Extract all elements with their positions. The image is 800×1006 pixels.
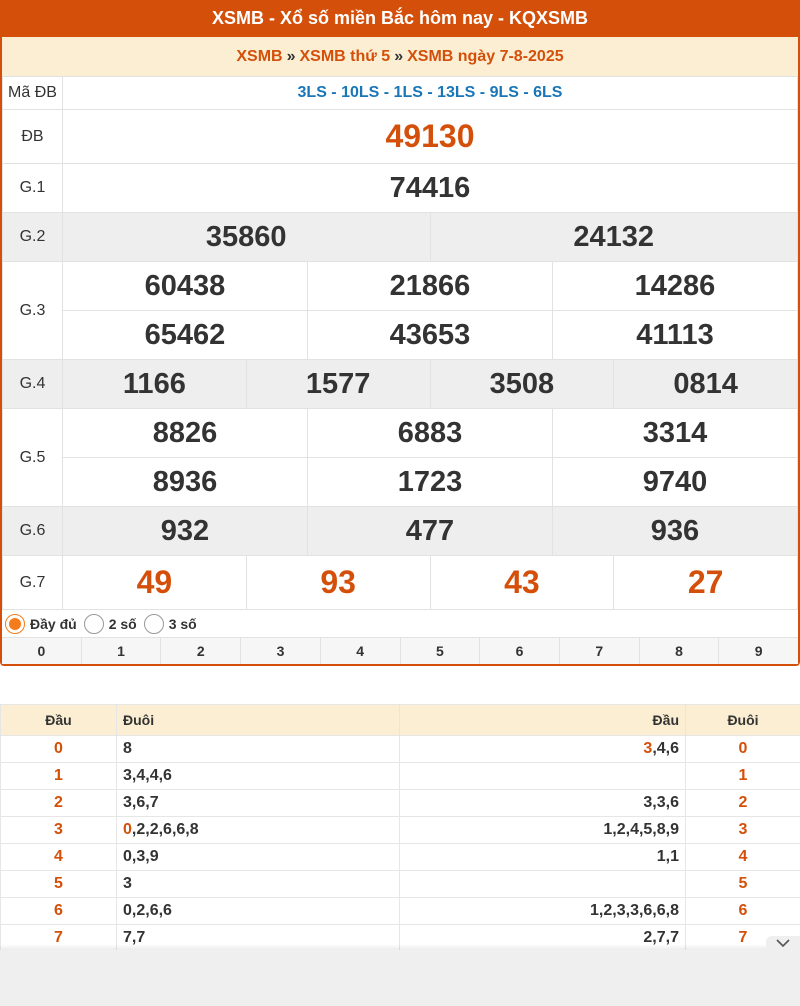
prize-g2: 35860 <box>63 213 431 262</box>
prize-g3: 41113 <box>553 311 798 360</box>
g4-label: G.4 <box>3 360 63 409</box>
loto-dau-list <box>400 763 686 790</box>
loto-values: 3,6,7 <box>123 794 159 811</box>
breadcrumb-sep: » <box>286 48 296 65</box>
loto-values: ,4,6 <box>652 740 679 757</box>
loto-duoi-list <box>117 898 400 925</box>
prize-g3: 21866 <box>308 262 553 311</box>
loto-values: 0,2,6,6 <box>123 902 172 919</box>
breadcrumb-weekday[interactable]: XSMB thứ 5 <box>299 48 391 65</box>
loto-duoi: 7 <box>686 925 800 952</box>
g2-label: G.2 <box>3 213 63 262</box>
prize-g7: 27 <box>614 556 798 610</box>
digit-button[interactable]: 3 <box>241 638 321 664</box>
prize-g6: 932 <box>63 507 308 556</box>
loto-duoi: 3 <box>686 817 800 844</box>
radio-empty-icon[interactable] <box>84 614 104 634</box>
chevron-down-icon <box>775 937 791 949</box>
digit-button[interactable]: 9 <box>719 638 798 664</box>
loto-values: 1,2,3,3,6,6,8 <box>590 902 679 919</box>
prize-g4: 1577 <box>246 360 430 409</box>
loto-dau: 5 <box>1 871 117 898</box>
prize-g4: 3508 <box>430 360 614 409</box>
digit-button[interactable]: 4 <box>321 638 401 664</box>
prize-g4: 1166 <box>63 360 247 409</box>
col-header-dau: Đầu <box>400 705 686 736</box>
g6-label: G.6 <box>3 507 63 556</box>
loto-duoi-list <box>117 844 400 871</box>
loto-duoi: 4 <box>686 844 800 871</box>
prize-g1: 74416 <box>63 164 798 213</box>
loto-values: 0,3,9 <box>123 848 159 865</box>
loto-duoi-list <box>117 925 400 952</box>
prize-g6: 477 <box>308 507 553 556</box>
loto-dau-list <box>400 736 686 763</box>
loto-dau: 1 <box>1 763 117 790</box>
collapse-button[interactable] <box>766 936 800 952</box>
results-table <box>2 76 798 610</box>
prize-g3: 60438 <box>63 262 308 311</box>
digit-button[interactable]: 7 <box>560 638 640 664</box>
breadcrumb-date[interactable]: XSMB ngày 7-8-2025 <box>407 48 564 65</box>
breadcrumb-xsmb[interactable]: XSMB <box>236 48 283 65</box>
loto-duoi: 2 <box>686 790 800 817</box>
digit-button[interactable]: 2 <box>161 638 241 664</box>
prize-g5: 8936 <box>63 458 308 507</box>
loto-duoi-list <box>117 736 400 763</box>
table-row <box>1 925 800 952</box>
loto-dau: 6 <box>1 898 117 925</box>
page-title: XSMB - Xổ số miền Bắc hôm nay - KQXSMB <box>0 0 800 37</box>
prize-g7: 93 <box>246 556 430 610</box>
col-header-dau: Đầu <box>1 705 117 736</box>
prize-g5: 6883 <box>308 409 553 458</box>
prize-g5: 8826 <box>63 409 308 458</box>
g1-label: G.1 <box>3 164 63 213</box>
loto-values: 3 <box>123 875 132 892</box>
radio-three-label: 3 số <box>168 615 197 632</box>
prize-g3: 14286 <box>553 262 798 311</box>
loto-values: 1,1 <box>656 848 679 865</box>
prize-db: 49130 <box>63 110 798 164</box>
digit-button[interactable]: 0 <box>2 638 82 664</box>
prize-g3: 65462 <box>63 311 308 360</box>
loto-values: ,2,2,6,6,8 <box>131 821 199 838</box>
prize-g5: 1723 <box>308 458 553 507</box>
g3-label: G.3 <box>3 262 63 360</box>
loto-highlight: 3 <box>643 740 653 757</box>
radio-two-label: 2 số <box>108 615 137 632</box>
radio-selected-icon[interactable] <box>5 614 25 634</box>
digit-filter <box>2 638 798 664</box>
loto-values: 1,2,4,5,8,9 <box>603 821 679 838</box>
db-label: ĐB <box>3 110 63 164</box>
loto-values: 8 <box>123 740 132 757</box>
prize-g7: 43 <box>430 556 614 610</box>
g5-label: G.5 <box>3 409 63 507</box>
table-row <box>1 763 800 790</box>
table-row <box>1 844 800 871</box>
loto-duoi-list <box>117 871 400 898</box>
table-row <box>1 817 800 844</box>
loto-dau-list <box>400 871 686 898</box>
prize-g4: 0814 <box>614 360 798 409</box>
loto-duoi-list <box>117 790 400 817</box>
prize-g2: 24132 <box>430 213 798 262</box>
prize-g3: 43653 <box>308 311 553 360</box>
loto-duoi-list <box>117 817 400 844</box>
loto-duoi-list <box>117 763 400 790</box>
loto-highlight: 0 <box>123 821 132 838</box>
table-row <box>1 790 800 817</box>
table-row <box>1 871 800 898</box>
col-header-duoi: Đuôi <box>117 705 400 736</box>
col-header-duoi: Đuôi <box>686 705 800 736</box>
loto-dau-list <box>400 844 686 871</box>
prize-g5: 3314 <box>553 409 798 458</box>
radio-full[interactable] <box>5 614 77 634</box>
loto-dau-list <box>400 817 686 844</box>
prize-g5: 9740 <box>553 458 798 507</box>
g7-label: G.7 <box>3 556 63 610</box>
digit-button[interactable]: 5 <box>401 638 481 664</box>
loto-duoi: 1 <box>686 763 800 790</box>
loto-table <box>0 704 800 952</box>
ma-db-codes: 3LS - 10LS - 1LS - 13LS - 9LS - 6LS <box>63 77 798 110</box>
loto-dau: 0 <box>1 736 117 763</box>
loto-values: 7,7 <box>123 929 146 946</box>
breadcrumb-sep: » <box>394 48 404 65</box>
loto-dau: 4 <box>1 844 117 871</box>
digit-button[interactable]: 6 <box>480 638 560 664</box>
table-row <box>1 736 800 763</box>
loto-dau: 7 <box>1 925 117 952</box>
prize-g6: 936 <box>553 507 798 556</box>
loto-dau-list <box>400 898 686 925</box>
table-row <box>1 898 800 925</box>
loto-duoi: 5 <box>686 871 800 898</box>
radio-full-label: Đầy đủ <box>30 615 77 632</box>
loto-values: 2,7,7 <box>643 929 679 946</box>
loto-values: 3,3,6 <box>643 794 679 811</box>
breadcrumb <box>2 37 798 76</box>
display-options <box>2 610 798 638</box>
digit-button[interactable]: 8 <box>640 638 720 664</box>
loto-dau: 2 <box>1 790 117 817</box>
loto-duoi: 6 <box>686 898 800 925</box>
radio-two-digits[interactable] <box>84 614 137 634</box>
loto-dau-list <box>400 790 686 817</box>
radio-empty-icon[interactable] <box>144 614 164 634</box>
prize-g7: 49 <box>63 556 247 610</box>
digit-button[interactable]: 1 <box>82 638 162 664</box>
loto-values: 3,4,4,6 <box>123 767 172 784</box>
loto-dau: 3 <box>1 817 117 844</box>
radio-three-digits[interactable] <box>144 614 197 634</box>
ma-db-label: Mã ĐB <box>3 77 63 110</box>
loto-dau-list <box>400 925 686 952</box>
loto-duoi: 0 <box>686 736 800 763</box>
bottom-ad-bar <box>0 950 800 1006</box>
